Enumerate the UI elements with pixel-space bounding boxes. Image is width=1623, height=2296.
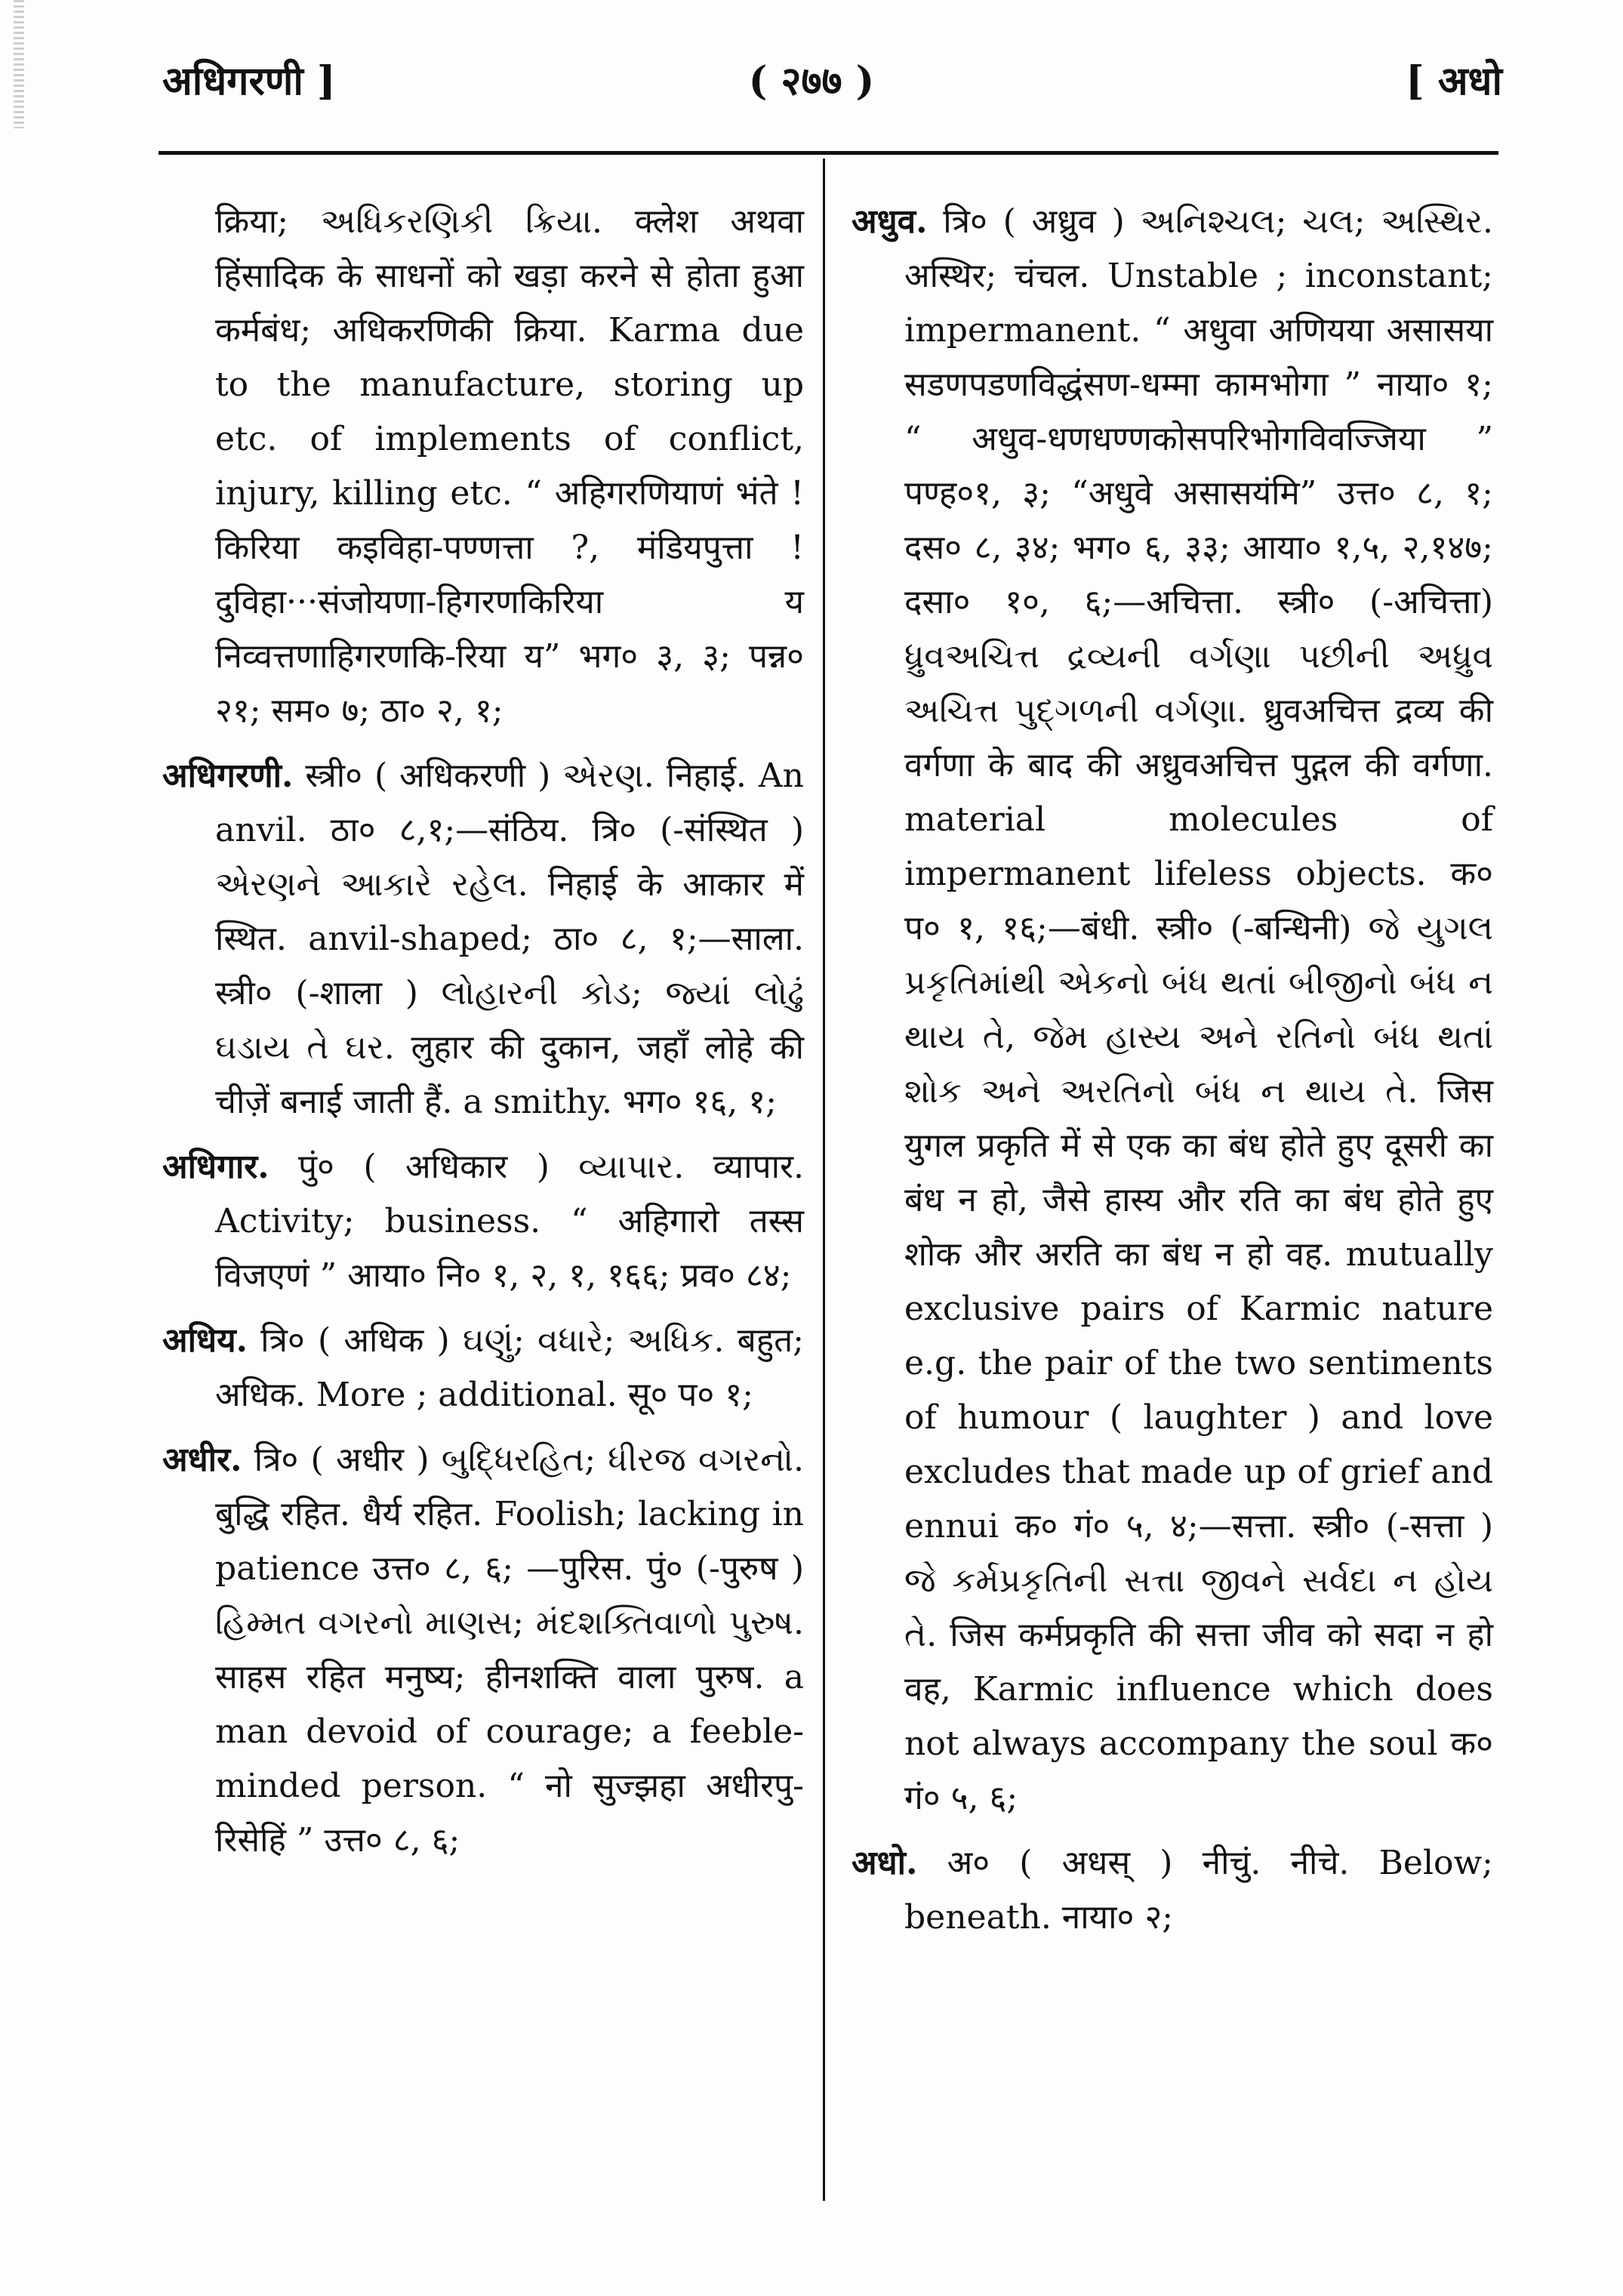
page-number: ( २७७ ) bbox=[748, 58, 875, 104]
entry-text: स्त्री० ( अधिकरणी ) એરણ. निहाई. An anvil. ठा० ८,१;—संठिय. त्रि० (-संस्थित ) એરણને આકારે રહેલ. निहाई के आकार में स्थित. anvil-shaped; ठा० ८, १;—साला. स्त्री० (-शाला ) લોહારની કોડ; જ્યાં લોઢું ઘડાય તે ઘર. लुहार की दुकान, जहाँ लोहे की चीज़ें बनाई जाती हैं. a smithy. भग० १६, १; bbox=[215, 757, 804, 1121]
dictionary-entry bbox=[162, 1140, 804, 1303]
entry-headword: अधो. bbox=[852, 1844, 918, 1882]
right-column bbox=[852, 195, 1493, 1955]
dictionary-entry bbox=[162, 1433, 804, 1868]
entry-headword: अधिय. bbox=[162, 1321, 248, 1360]
entry-headword: अधिगार. bbox=[162, 1148, 269, 1186]
entry-text: क्रिया; અધિકરણિકી ક્રિયા. क्लेश अथवा हिंसादिक के साधनों को खड़ा करने से होता हुआ कर्मबंध; अधिकरणिकी क्रिया. Karma due to the manufacture, storing up etc. of implements of conflict, injury, killing etc. “ अहिगरणियाणं भंते ! किरिया कइविहा-पण्णत्ता ?, मंडियपुत्ता ! दुविहा···संजोयणा-हिगरणकिरिया य निव्वत्तणाहिगरणकि-रिया य” भग० ३, ३; पन्न० २१; सम० ७; ठा० २, १; bbox=[215, 202, 804, 730]
entry-text: त्रि० ( अधिक ) ઘણું; વધારે; અધિક. बहुत; अधिक. More ; additional. सू० प० १; bbox=[215, 1321, 804, 1414]
left-column bbox=[162, 195, 804, 1878]
header-last-word: [ अधो bbox=[1406, 58, 1502, 104]
entry-text: त्रि० ( अध्रुव ) અનિશ્ચલ; ચલ; અસ્થિર. अस्थिर; चंचल. Unstable ; inconstant; impermanent. “ अधुवा अणियया असासया सडणपडणविद्धंसण-धम्मा कामभोगा ” नाया० १; “ अधुव-धणधण्णकोसपरिभोगविवज्जिया ” पण्ह०१, ३; “अधुवे असासयंमि” उत्त० ८, १; दस० ८, ३४; भग० ६, ३३; आया० १,५, २,१४७; दसा० १०, ६;—अचित्ता. स्त्री० (-अचित्ता) ધ્રુવઅચિત્ત દ્રવ્યની વર્ગણા પછીની અધ્રુવ અચિત્ત પુદ્ગળની વર્ગણા. ध्रुवअचित्त द्रव्य की वर्गणा के बाद की अध्रुवअचित्त पुद्गल की वर्गणा. material molecules of impermanent lifeless objects. क० प० १, १६;—बंधी. स्त्री० (-बन्धिनी) જે યુગલ પ્રકૃતિમાંથી એકનો બંધ થતાં બીજીનો બંધ ન થાય તે, જેમ હાસ્ય અને રતિનો બંધ થતાં શોક અને અરતિનો બંધ ન થાય તે. जिस युगल प्रकृति में से एक का बंध होते हुए दूसरी का बंध न हो, जैसे हास्य और रति का बंध होते हुए शोक और अरति का बंध न हो वह. mutually exclusive pairs of Karmic nature e.g. the pair of the two sentiments of humour ( laughter ) and love excludes that made up of grief and ennui क० गं० ५, ४;—सत्ता. स्त्री० (-सत्ता ) જે કર્મપ્રકૃતિની સત્તા જીવને સર્વદા ન હોય તે. जिस कर्मप्रकृति की सत्ता जीव को सदा न हो वह, Karmic influence which does not always accompany the soul क० गं० ५, ६; bbox=[904, 202, 1493, 1817]
entry-headword: अधीर. bbox=[162, 1441, 242, 1479]
dictionary-entry bbox=[852, 195, 1493, 1826]
header-rule bbox=[159, 151, 1498, 155]
entry-text: अ० ( अधस् ) नीचुं. नीचे. Below; beneath. नाया० २; bbox=[904, 1844, 1493, 1937]
dictionary-entry bbox=[162, 1314, 804, 1422]
dictionary-entry bbox=[162, 749, 804, 1130]
dictionary-entry bbox=[852, 1836, 1493, 1945]
entry-headword: अधिगरणी. bbox=[162, 757, 294, 795]
entry-text: त्रि० ( अधीर ) બુદ્ધિરહિત; ધીરજ વગરનો. बुद्धि रहित. धैर्य रहित. Foolish; lacking in patience उत्त० ८, ६; —पुरिस. पुं० (-पुरुष ) હિમ્મત વગરનો માણસ; મંદશક્તિવાળો પુરુષ. साहस रहित मनुष्य; हीनशक्ति वाला पुरुष. a man devoid of courage; a feeble-minded person. “ नो सुज्झहा अधीरपु-रिसेहिं ” उत्त० ८, ६; bbox=[215, 1441, 804, 1860]
header-first-word: अधिगरणी ] bbox=[162, 58, 336, 104]
entry-headword: अधुव. bbox=[852, 202, 928, 241]
column-divider bbox=[823, 159, 825, 2201]
entry-continuation bbox=[162, 195, 804, 738]
entry-text: पुं० ( अधिकार ) વ્યાપાર. व्यापार. Activity; business. “ अहिगारो तस्स विजएणं ” आया० नि० १, २, १, १६६; प्रव० ८४; bbox=[215, 1148, 804, 1295]
page-header bbox=[0, 53, 1623, 121]
